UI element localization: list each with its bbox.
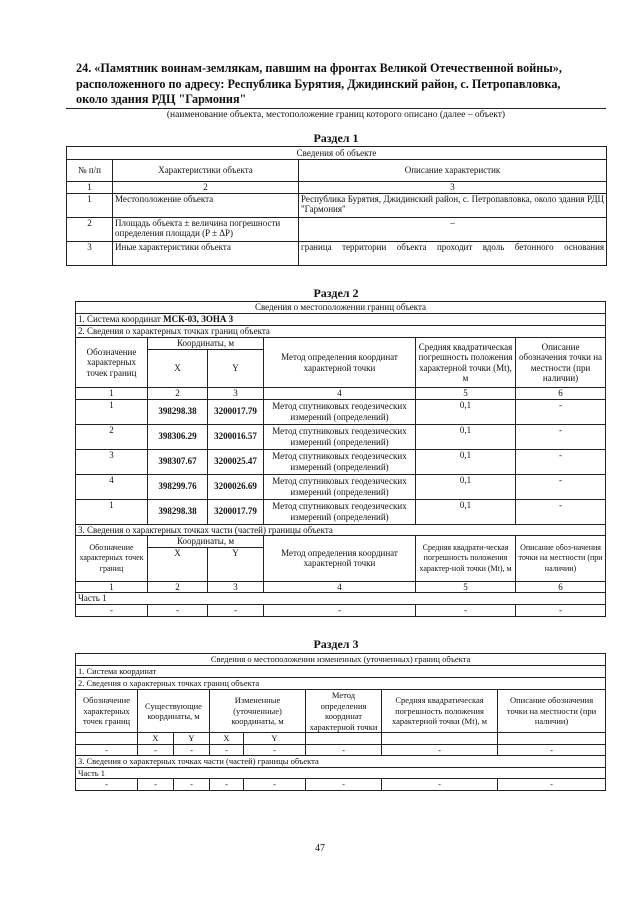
error-header: Средняя квадратическая погрешность положения характерной точки (Mt), м	[416, 338, 516, 388]
point-id-header: Обозначение характерных точек границ	[76, 338, 148, 388]
coordinates-header: Координаты, м	[148, 338, 264, 350]
empty-cell: -	[264, 604, 416, 616]
characteristic-name: Местоположение объекта	[113, 193, 299, 217]
method: Метод спутниковых геодезических измерений (определений)	[264, 449, 416, 474]
point-description: -	[516, 424, 606, 449]
part-coordinates-header: Координаты, м	[148, 536, 264, 548]
row-number: 3	[67, 241, 113, 265]
empty-cell: -	[244, 779, 306, 791]
empty-cell: -	[210, 779, 244, 791]
index-cell: 3	[299, 182, 607, 194]
parts-subtitle: 3. Сведения о характерных точках части (частей) границы объекта	[76, 524, 606, 536]
empty-cell: -	[306, 744, 382, 756]
part-description-header: Описание обоз-начения точки на местности (при наличии)	[516, 536, 606, 582]
method: Метод спутниковых геодезических измерений (определений)	[264, 474, 416, 499]
heading-note: (наименование объекта, местоположение границ которого описано (далее – объект)	[166, 110, 506, 120]
heading-line-2: расположенного по адресу: Республика Бурятия, Джидинский район, с. Петропавловка,	[76, 76, 561, 91]
coord-x: 398299.76	[148, 474, 208, 499]
point-description: -	[516, 474, 606, 499]
col-description-header: Описание характеристик	[299, 160, 607, 182]
coord-x: 398307.67	[148, 449, 208, 474]
points-subtitle: 2. Сведения о характерных точках границ объекта	[76, 678, 606, 690]
mt-value: 0,1	[416, 424, 516, 449]
characteristic-name: Площадь объекта ± величина погрешности определения площади (P ± ΔP)	[113, 217, 299, 241]
row-number: 2	[67, 217, 113, 241]
point-description-header: Описание обозначения точки на местности (при наличии)	[498, 690, 606, 733]
point-id: 4	[76, 474, 148, 499]
point-description: -	[516, 499, 606, 524]
table-row	[76, 604, 606, 616]
index-cell: 1	[76, 388, 148, 400]
point-id: 1	[76, 399, 148, 424]
part-method-header: Метод определения координат характерной точки	[264, 536, 416, 582]
col-characteristics-header: Характеристики объекта	[113, 160, 299, 182]
coordinate-system	[76, 314, 606, 326]
characteristic-value: –	[299, 217, 607, 241]
method-header: Метод определения координат характерной точки	[264, 338, 416, 388]
coord-x: 398306.29	[148, 424, 208, 449]
coordinate-system-value: МСК-03, ЗОНА 3	[163, 314, 234, 325]
part-point-id-header: Обозначение характерных точек границ	[76, 536, 148, 582]
coord-y: 3200016.57	[208, 424, 264, 449]
empty-cell: -	[76, 604, 148, 616]
empty-cell: -	[382, 744, 498, 756]
row-number: 1	[67, 193, 113, 217]
empty-cell: -	[138, 779, 174, 791]
method-header: Метод определения координат характерной точки	[306, 690, 382, 733]
y-header: Y	[208, 350, 264, 388]
coord-y: 3200017.79	[208, 499, 264, 524]
index-cell: 6	[516, 581, 606, 593]
heading-line-1: 24. «Памятник воинам-землякам, павшим на фронтах Великой Отечественной войны»,	[76, 61, 562, 75]
point-description-header: Описание обозначения точки на местности (при наличии)	[516, 338, 606, 388]
heading-line-3: около здания РДЦ "Гармония"	[76, 92, 247, 106]
table-row	[76, 449, 606, 474]
table-row	[67, 241, 607, 265]
changed-coords-header: Измененные (уточненные) координаты, м	[210, 690, 306, 733]
table-row	[76, 779, 606, 791]
object-heading	[76, 61, 606, 108]
table-row	[76, 499, 606, 524]
empty-cell: -	[516, 604, 606, 616]
point-description: -	[516, 449, 606, 474]
section-3-caption: Сведения о местоположении измененных (уточненных) границ объекта	[76, 654, 606, 666]
index-cell: 6	[516, 388, 606, 400]
method: Метод спутниковых геодезических измерений (определений)	[264, 424, 416, 449]
points-subtitle: 2. Сведения о характерных точках границ объекта	[76, 326, 606, 338]
point-id: 1	[76, 499, 148, 524]
index-cell: 2	[148, 388, 208, 400]
point-id: 2	[76, 424, 148, 449]
mt-value: 0,1	[416, 399, 516, 424]
part-label: Часть 1	[76, 593, 606, 605]
page-number: 47	[315, 843, 325, 854]
part-x-header: X	[148, 547, 208, 581]
coord-x: 398298.38	[148, 399, 208, 424]
section-1-caption: Сведения об объекте	[67, 147, 607, 160]
index-cell: 3	[208, 388, 264, 400]
method: Метод спутниковых геодезических измерений (определений)	[264, 499, 416, 524]
mt-value: 0,1	[416, 474, 516, 499]
empty-cell: -	[306, 779, 382, 791]
table-row	[67, 217, 607, 241]
table-row	[76, 474, 606, 499]
characteristic-name: Иные характеристики объекта	[113, 241, 299, 265]
y-header: Y	[244, 733, 306, 745]
coord-y: 3200026.69	[208, 474, 264, 499]
table-row	[67, 193, 607, 217]
index-cell: 1	[76, 581, 148, 593]
empty-cell: -	[210, 744, 244, 756]
index-cell: 5	[416, 581, 516, 593]
section-3-title: Раздел 3	[313, 637, 359, 651]
index-cell: 3	[208, 581, 264, 593]
coord-y: 3200025.47	[208, 449, 264, 474]
point-description: -	[516, 399, 606, 424]
heading-underline	[66, 108, 606, 109]
coord-x: 398298.38	[148, 499, 208, 524]
empty-cell: -	[76, 744, 138, 756]
blank-cell	[382, 733, 498, 745]
blank-cell	[306, 733, 382, 745]
empty-cell: -	[244, 744, 306, 756]
section-1-title: Раздел 1	[313, 131, 359, 145]
section-3-table	[75, 653, 606, 791]
empty-cell: -	[76, 779, 138, 791]
parts-subtitle: 3. Сведения о характерных точках части (частей) границы объекта	[76, 756, 606, 768]
section-2-title: Раздел 2	[313, 286, 359, 300]
empty-cell: -	[498, 744, 606, 756]
section-1-table	[66, 146, 607, 266]
coord-y: 3200017.79	[208, 399, 264, 424]
blank-cell	[498, 733, 606, 745]
index-cell: 4	[264, 388, 416, 400]
blank-cell	[76, 733, 138, 745]
coordinate-system-label: 1. Система координат	[78, 314, 164, 325]
empty-cell: -	[416, 604, 516, 616]
table-row	[76, 744, 606, 756]
table-row	[76, 399, 606, 424]
empty-cell: -	[148, 604, 208, 616]
characteristic-value: Республика Бурятия, Джидинский район, с. Петропавловка, около здания РДЦ "Гармония"	[299, 193, 607, 217]
part-error-header: Средняя квадрати-ческая погрешность положения характер-ной точки (Mt), м	[416, 536, 516, 582]
coordinate-system-empty: 1. Система координат	[76, 666, 606, 678]
empty-cell: -	[138, 744, 174, 756]
empty-cell: -	[382, 779, 498, 791]
table-row	[76, 424, 606, 449]
index-cell: 2	[148, 581, 208, 593]
characteristic-value: граница территории объекта проходит вдоль бетонного основания	[299, 241, 607, 265]
mt-value: 0,1	[416, 449, 516, 474]
empty-cell: -	[174, 779, 210, 791]
x-header: X	[138, 733, 174, 745]
x-header: X	[148, 350, 208, 388]
index-cell: 1	[67, 182, 113, 194]
index-cell: 5	[416, 388, 516, 400]
x-header: X	[210, 733, 244, 745]
part-y-header: Y	[208, 547, 264, 581]
mt-value: 0,1	[416, 499, 516, 524]
index-cell: 4	[264, 581, 416, 593]
empty-cell: -	[498, 779, 606, 791]
y-header: Y	[174, 733, 210, 745]
point-id-header: Обозначение характерных точек границ	[76, 690, 138, 733]
method: Метод спутниковых геодезических измерений (определений)	[264, 399, 416, 424]
section-2-table	[75, 301, 606, 617]
col-number-header: № п/п	[67, 160, 113, 182]
error-header: Средняя квадратическая погрешность положения характерной точки (Mt), м	[382, 690, 498, 733]
index-cell: 2	[113, 182, 299, 194]
empty-cell: -	[208, 604, 264, 616]
part-label: Часть 1	[76, 767, 606, 779]
section-2-caption: Сведения о местоположении границ объекта	[76, 302, 606, 314]
point-id: 3	[76, 449, 148, 474]
existing-coords-header: Существующие координаты, м	[138, 690, 210, 733]
empty-cell: -	[174, 744, 210, 756]
